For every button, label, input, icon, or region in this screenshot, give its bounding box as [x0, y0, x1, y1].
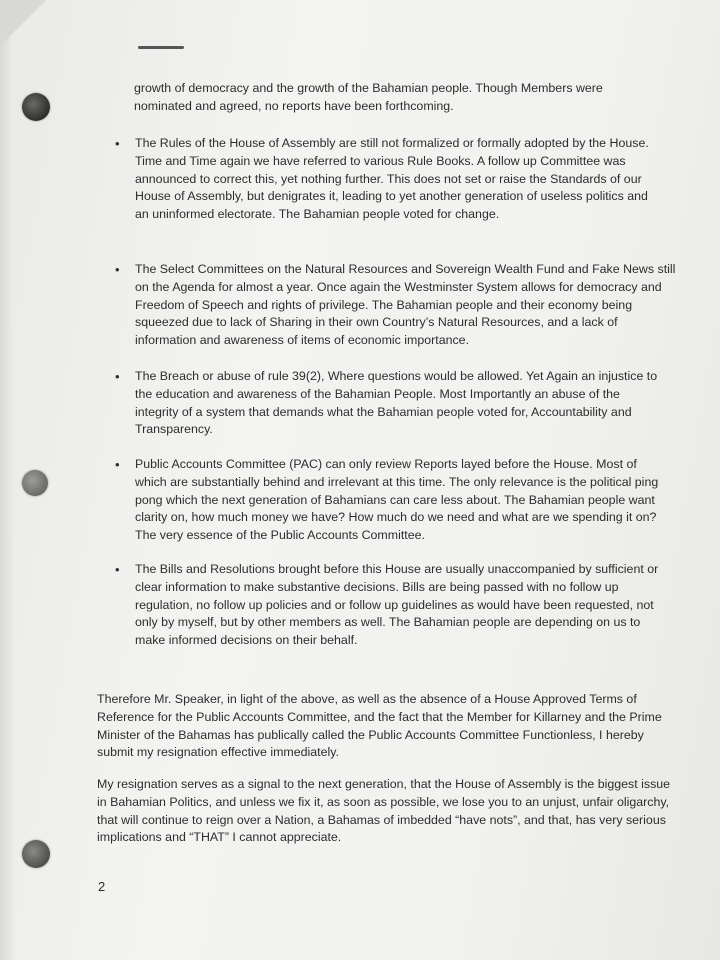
bullet-item: • The Select Committees on the Natural Resources and Sovereign Wealth Fund and Fake News still on the Agenda for almost a year. Once again the Westminster System allows for democracy and Freedom of Speech and rights of privilege. The Bahamian people and their economy being squeezed due to lack of Sharing in their own Country’s Natural Resources, and a lack of information and awareness of items of economic importance.	[135, 261, 695, 350]
closing-paragraph: Therefore Mr. Speaker, in light of the above, as well as the absence of a House Approved Terms of Reference for the Public Accounts Committee, and the fact that the Member for Killarney and the Prime Minister of the Bahamas has publically called the Public Accounts Committee Functionless, I hereby submit my resignation effective immediately.	[97, 692, 662, 760]
bullet-item: • The Bills and Resolutions brought before this House are usually unaccompanied by sufficient or clear information to make substantive decisions. Bills are being passed with no follow up regulation, no follow up policies and or follow up guidelines as would have been requested, not only by myself, but by other members as well. The Bahamian people are depending on us to make informed decisions on their behalf.	[135, 561, 695, 650]
pen-mark	[138, 46, 184, 49]
intro-paragraph: growth of democracy and the growth of the Bahamian people. Though Members were nominated and agreed, no reports have been forthcoming.	[134, 81, 603, 113]
bullet-item: • The Rules of the House of Assembly are still not formalized or formally adopted by the House. Time and Time again we have referred to various Rule Books. A follow up Committee was announced to correct this, yet nothing further. This does not set or raise the Standards of our House of Assembly, but denigrates it, leading to yet another generation of useless politics and an uninformed electorate. The Bahamian people voted for change.	[135, 135, 695, 224]
bullet-item: • The Breach or abuse of rule 39(2), Where questions would be allowed. Yet Again an injustice to the education and awareness of the Bahamian People. Most Importantly an abuse of the integrity of a system that demands what the Bahamian people voted for, Accountability and Transparency.	[135, 368, 695, 439]
page-underlay-edge	[0, 0, 14, 960]
page-number: 2	[98, 879, 106, 894]
bullet-item: • Public Accounts Committee (PAC) can only review Reports layed before the House. Most of which are substantially behind and irrelevant at this time. The only relevance is the political ping pong which the next generation of Bahamians can care less about. The Bahamian people want clarity on, how much money we have? How much do we need and what are we spending it on? The very essence of the Public Accounts Committee.	[135, 456, 695, 545]
folded-corner	[0, 0, 46, 46]
punch-hole-icon	[22, 840, 50, 868]
punch-hole-icon	[22, 470, 48, 496]
punch-hole-icon	[22, 93, 50, 121]
closing-paragraph: My resignation serves as a signal to the next generation, that the House of Assembly is the biggest issue in Bahamian Politics, and unless we fix it, as soon as possible, we lose you to an unjust, unfair oligarchy, that will continue to reign over a Nation, a Bahamas of imbedded “have nots”, and that, has very serious implications and “THAT” I cannot appreciate.	[97, 777, 671, 845]
